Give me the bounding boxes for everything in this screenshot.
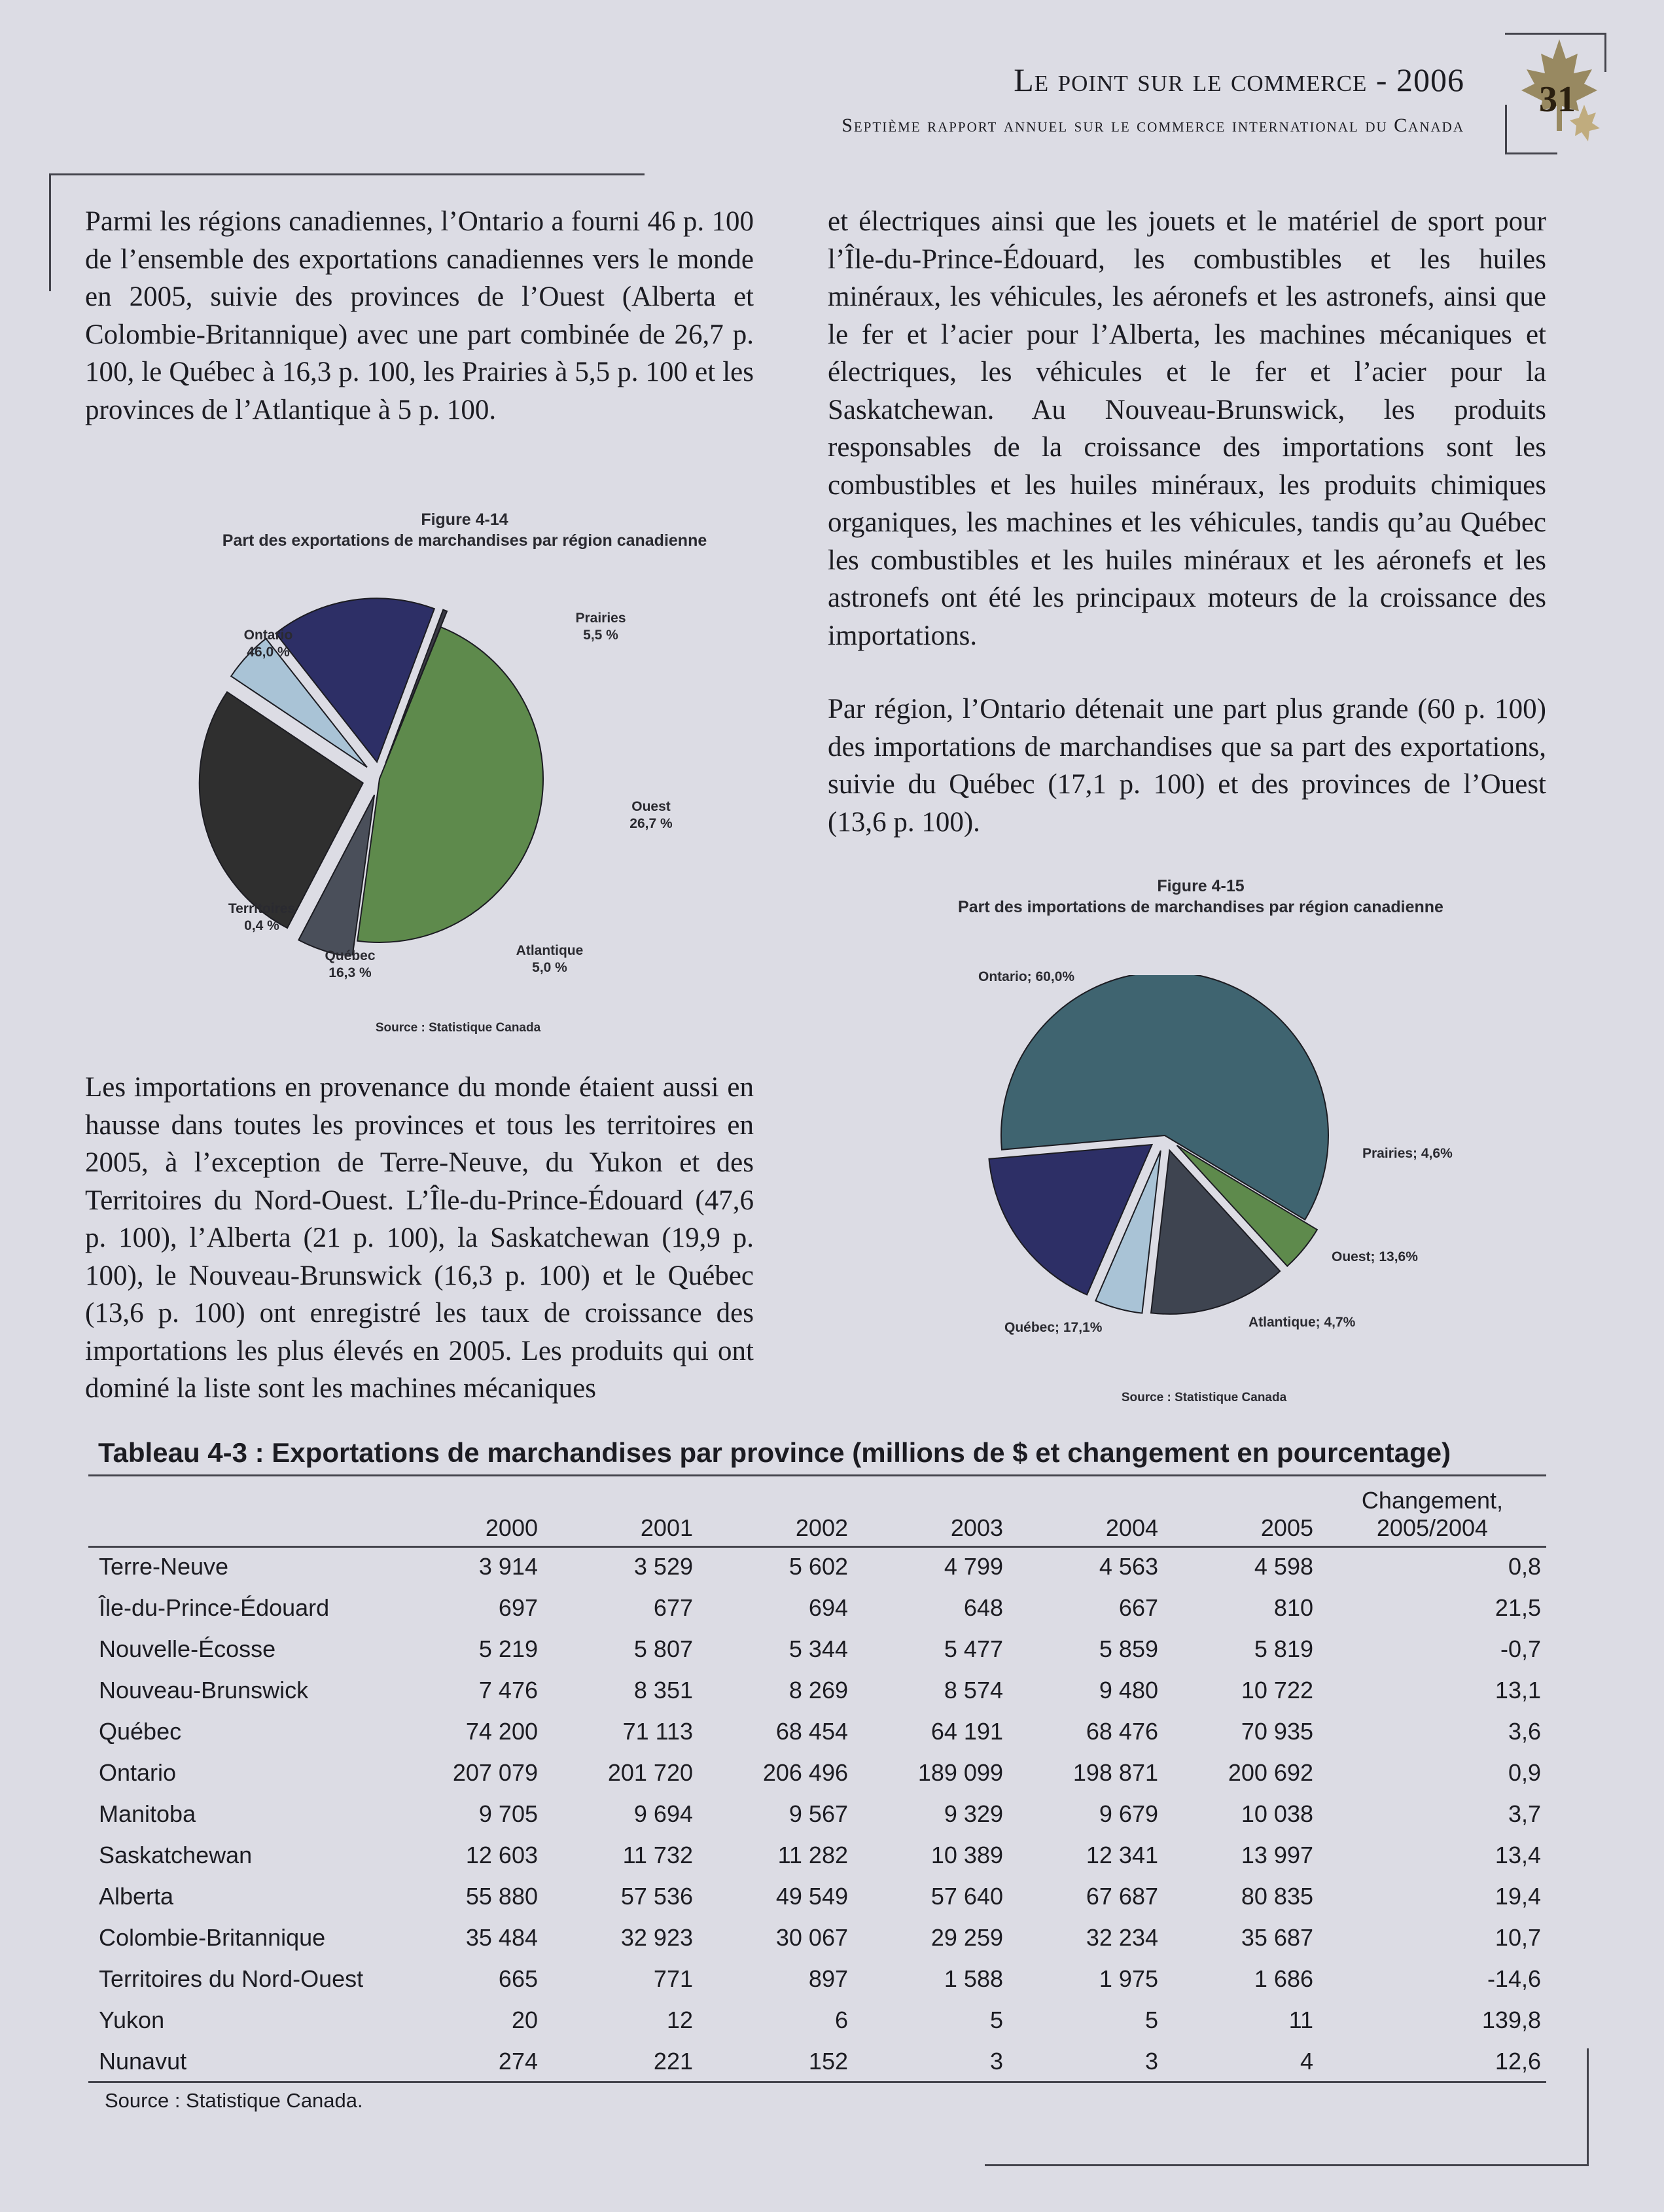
slice-name: Ontario	[243, 628, 293, 643]
table-row	[88, 1587, 1546, 1628]
value-cell: 10 389	[930, 1841, 1003, 1868]
value-cell: 10 038	[1241, 1800, 1313, 1827]
table-row	[88, 1876, 1546, 1917]
value-cell: 5 602	[788, 1552, 848, 1580]
value-cell: 67 687	[1086, 1882, 1158, 1910]
table-rule-bottom	[88, 2081, 1546, 2083]
table-row	[88, 1711, 1546, 1752]
value-cell: 1 588	[944, 1965, 1003, 1992]
value-cell: 32 923	[620, 1923, 693, 1951]
figure-4-14-caption	[183, 509, 746, 551]
slice-name: Ouest	[631, 799, 671, 814]
value-cell: 0,9	[1508, 1758, 1541, 1786]
value-cell: 55 880	[465, 1882, 538, 1910]
value-cell: 68 454	[775, 1717, 848, 1745]
value-cell: 29 259	[930, 1923, 1003, 1951]
value-cell: 207 079	[452, 1758, 538, 1786]
figure-label: Figure 4-15	[1157, 877, 1245, 895]
value-cell: 206 496	[762, 1758, 848, 1786]
value-cell: 6	[834, 2006, 848, 2033]
column-header-2003: 2003	[950, 1514, 1003, 1541]
value-cell: 20	[511, 2006, 538, 2033]
column-header-2000: 2000	[485, 1514, 538, 1541]
value-cell: 274	[498, 2047, 538, 2075]
slice-value: 5,0 %	[532, 960, 567, 975]
pie2-label-ontario: Ontario; 60,0%	[978, 969, 1075, 984]
value-cell: 13,1	[1495, 1676, 1541, 1704]
value-cell: 4 799	[944, 1552, 1003, 1580]
table-row	[88, 1834, 1546, 1876]
paragraph-import-products	[828, 203, 1546, 654]
pie1-label-territoires	[219, 901, 304, 935]
value-cell: 697	[498, 1594, 538, 1621]
pie1-label-ouest	[615, 798, 687, 832]
column-header-region	[88, 1480, 412, 1546]
figure-title: Part des importations de marchandises par région canadienne	[958, 898, 1443, 916]
value-cell: 11 732	[622, 1841, 693, 1868]
value-cell: 8 574	[944, 1676, 1003, 1704]
value-cell: 198 871	[1072, 1758, 1158, 1786]
value-cell: 9 567	[788, 1800, 848, 1827]
value-cell: 200 692	[1228, 1758, 1313, 1786]
table-row	[88, 1999, 1546, 2041]
value-cell: 648	[963, 1594, 1003, 1621]
value-cell: 4	[1300, 2047, 1313, 2075]
value-cell: 3	[1144, 2047, 1158, 2075]
table-row	[88, 2041, 1546, 2082]
province-name-cell: Colombie-Britannique	[99, 1923, 326, 1951]
value-cell: 677	[653, 1594, 693, 1621]
value-cell: 71 113	[622, 1717, 693, 1745]
value-cell: 1 686	[1254, 1965, 1313, 1992]
value-cell: 5 477	[944, 1635, 1003, 1662]
value-cell: 5 807	[633, 1635, 693, 1662]
slice-value: 46,0 %	[247, 645, 290, 660]
paragraph-text: Les importations en provenance du monde étaient aussi en hausse dans toutes les provinces et tous les territoires en 2005, à l’exception de Terre-Neuve, du Yukon et des Territoires du Nord-Ouest. L’Île-du-Prince-Édouard (47,6 p. 100), l’Alberta (21 p. 100), la Saskatchewan (19,9 p. 100), le Nouveau-Brunswick (16,3 p. 100) et le Québec (13,6 p. 100) ont enregistré les taux de croissance des importations les plus élevés en 2005. Les produits qui ont dominé la liste sont les machines mécaniques	[85, 1072, 754, 1404]
slice-name: Territoires	[228, 901, 296, 916]
province-name-cell: Nouveau-Brunswick	[99, 1676, 309, 1704]
value-cell: -14,6	[1487, 1965, 1541, 1992]
value-cell: 3	[989, 2047, 1003, 2075]
column-header-2005: 2005	[1260, 1514, 1313, 1541]
value-cell: 49 549	[775, 1882, 848, 1910]
figure-4-14-source: Source : Statistique Canada	[375, 1021, 541, 1035]
slice-name: Atlantique	[516, 943, 584, 958]
report-subtitle: Septième rapport annuel sur le commerce international du Canada	[841, 115, 1464, 136]
badge-rule-bottom	[1505, 152, 1557, 154]
table-row	[88, 1793, 1546, 1834]
value-cell: 201 720	[607, 1758, 693, 1786]
value-cell: 4 563	[1099, 1552, 1158, 1580]
value-cell: 694	[808, 1594, 848, 1621]
column-header-2001: 2001	[640, 1514, 693, 1541]
value-cell: 9 679	[1099, 1800, 1158, 1827]
value-cell: 9 705	[478, 1800, 538, 1827]
table-row	[88, 1752, 1546, 1793]
value-cell: 665	[498, 1965, 538, 1992]
value-cell: 139,8	[1481, 2006, 1541, 2033]
value-cell: 30 067	[775, 1923, 848, 1951]
value-cell: 3,7	[1508, 1800, 1541, 1827]
value-cell: 12,6	[1495, 2047, 1541, 2075]
table-row	[88, 1546, 1546, 1587]
pie-chart-imports	[982, 975, 1400, 1322]
value-cell: 8 269	[788, 1676, 848, 1704]
value-cell: 68 476	[1086, 1717, 1158, 1745]
province-name-cell: Terre-Neuve	[99, 1552, 229, 1580]
table-row	[88, 1958, 1546, 1999]
pie1-label-prairies	[561, 610, 640, 644]
column-header-2004: 2004	[1105, 1514, 1158, 1541]
figure-4-15-source: Source : Statistique Canada	[1121, 1391, 1287, 1404]
table-row	[88, 1669, 1546, 1711]
province-name-cell: Québec	[99, 1717, 182, 1745]
value-cell: 12	[666, 2006, 693, 2033]
paragraph-imports-by-region	[828, 690, 1546, 841]
value-cell: 13,4	[1495, 1841, 1541, 1868]
value-cell: 35 484	[465, 1923, 538, 1951]
province-name-cell: Yukon	[99, 2006, 165, 2033]
pie1-label-quebec	[314, 948, 386, 982]
value-cell: 80 835	[1241, 1882, 1313, 1910]
frame-rule-bottom	[985, 2164, 1589, 2166]
value-cell: 5 859	[1099, 1635, 1158, 1662]
value-cell: 9 694	[633, 1800, 693, 1827]
paragraph-text: Par région, l’Ontario détenait une part plus grande (60 p. 100) des importations de marchandises que sa part des exportations, suivie du Québec (17,1 p. 100) et des provinces de l’Ouest (13,6 p. 100).	[828, 694, 1546, 838]
value-cell: 21,5	[1495, 1594, 1541, 1621]
value-cell: 12 603	[465, 1841, 538, 1868]
table-row	[88, 1917, 1546, 1958]
slice-value: 5,5 %	[583, 628, 618, 643]
paragraph-imports-provinces	[85, 1069, 754, 1408]
province-name-cell: Territoires du Nord-Ouest	[99, 1965, 364, 1992]
pie2-label-ouest: Ouest; 13,6%	[1332, 1249, 1418, 1264]
table-source: Source : Statistique Canada.	[105, 2089, 363, 2112]
value-cell: 3,6	[1508, 1717, 1541, 1745]
slice-value: 26,7 %	[629, 816, 673, 831]
value-cell: 13 997	[1241, 1841, 1313, 1868]
province-name-cell: Alberta	[99, 1882, 174, 1910]
column-header-change: Changement, 2005/2004	[1361, 1487, 1504, 1541]
frame-rule-top	[49, 173, 645, 175]
value-cell: 0,8	[1508, 1552, 1541, 1580]
table-row	[88, 1628, 1546, 1669]
value-cell: 3 914	[478, 1552, 538, 1580]
value-cell: 5	[1144, 2006, 1158, 2033]
value-cell: 897	[808, 1965, 848, 1992]
table-rule-header	[88, 1546, 1546, 1548]
table-container	[88, 1480, 1546, 2082]
paragraph-exports-regions	[85, 203, 754, 429]
province-name-cell: Nouvelle-Écosse	[99, 1635, 276, 1662]
page-number: 31	[1539, 79, 1576, 120]
value-cell: 32 234	[1086, 1923, 1158, 1951]
value-cell: 12 341	[1086, 1841, 1158, 1868]
value-cell: 9 480	[1099, 1676, 1158, 1704]
slice-value: 0,4 %	[244, 918, 279, 933]
pie1-label-ontario	[232, 627, 304, 661]
pie2-label-quebec: Québec; 17,1%	[1004, 1320, 1103, 1335]
table-title: Tableau 4-3 : Exportations de marchandises par province (millions de $ et changement en pourcentage)	[98, 1437, 1451, 1468]
badge-rule-left	[1505, 105, 1507, 154]
value-cell: 57 536	[620, 1882, 693, 1910]
value-cell: 3 529	[633, 1552, 693, 1580]
paragraph-text: et électriques ainsi que les jouets et le matériel de sport pour l’Île-du-Prince-Édouard, les combustibles et les huiles minéraux, les véhicules, les aéronefs et les astronefs, ainsi que le fer et l’acier pour l’Alberta, les machines mécaniques et électriques, les véhicules et le fer et l’acier pour la Saskatchewan. Au Nouveau-Brunswick, les produits responsables de la croissance des importations sont les combustibles et les huiles minéraux, les produits chimiques organiques, les machines et les véhicules, tandis qu’au Québec les combustibles et les huiles minéraux et les aéronefs et les astronefs ont été les principaux moteurs de la croissance des importations.	[828, 206, 1546, 651]
figure-title: Part des exportations de marchandises par région canadienne	[222, 531, 707, 550]
value-cell: 5 344	[788, 1635, 848, 1662]
value-cell: -0,7	[1500, 1635, 1541, 1662]
report-title: Le point sur le commerce - 2006	[1014, 62, 1464, 98]
value-cell: 5	[989, 2006, 1003, 2033]
table-header-row	[88, 1480, 1546, 1546]
province-name-cell: Manitoba	[99, 1800, 196, 1827]
value-cell: 667	[1118, 1594, 1158, 1621]
value-cell: 5 819	[1254, 1635, 1313, 1662]
value-cell: 152	[808, 2047, 848, 2075]
frame-rule-right	[1587, 2048, 1589, 2166]
value-cell: 70 935	[1241, 1717, 1313, 1745]
value-cell: 189 099	[917, 1758, 1003, 1786]
value-cell: 10,7	[1495, 1923, 1541, 1951]
table-body	[88, 1546, 1546, 2082]
frame-rule-left	[49, 173, 51, 291]
slice-name: Québec	[325, 948, 376, 963]
value-cell: 57 640	[930, 1882, 1003, 1910]
value-cell: 4 598	[1254, 1552, 1313, 1580]
value-cell: 35 687	[1241, 1923, 1313, 1951]
figure-4-15-caption	[913, 876, 1489, 918]
value-cell: 74 200	[465, 1717, 538, 1745]
paragraph-text: Parmi les régions canadiennes, l’Ontario a fourni 46 p. 100 de l’ensemble des exportations canadiennes vers le monde en 2005, suivie des provinces de l’Ouest (Alberta et Colombie-Britannique) avec une part combinée de 26,7 p. 100, le Québec à 16,3 p. 100, les Prairies à 5,5 p. 100 et les provinces de l’Atlantique à 5 p. 100.	[85, 206, 754, 425]
pie-slices	[989, 975, 1328, 1314]
pie2-label-atlantique: Atlantique; 4,7%	[1248, 1315, 1356, 1330]
value-cell: 771	[653, 1965, 693, 1992]
province-name-cell: Ontario	[99, 1758, 177, 1786]
pie2-label-prairies: Prairies; 4,6%	[1362, 1146, 1453, 1161]
value-cell: 10 722	[1241, 1676, 1313, 1704]
slice-value: 16,3 %	[328, 965, 372, 980]
figure-label: Figure 4-14	[421, 510, 508, 529]
value-cell: 5 219	[478, 1635, 538, 1662]
province-name-cell: Nunavut	[99, 2047, 187, 2075]
running-header	[841, 60, 1464, 139]
slice-name: Prairies	[575, 611, 626, 626]
value-cell: 8 351	[633, 1676, 693, 1704]
value-cell: 7 476	[478, 1676, 538, 1704]
value-cell: 810	[1273, 1594, 1313, 1621]
value-cell: 1 975	[1099, 1965, 1158, 1992]
table-rule-top	[88, 1474, 1546, 1476]
value-cell: 221	[653, 2047, 693, 2075]
value-cell: 19,4	[1495, 1882, 1541, 1910]
column-header-2002: 2002	[795, 1514, 848, 1541]
value-cell: 9 329	[944, 1800, 1003, 1827]
value-cell: 11 282	[777, 1841, 848, 1868]
pie1-label-atlantique	[507, 942, 592, 976]
value-cell: 11	[1288, 2006, 1313, 2033]
province-name-cell: Saskatchewan	[99, 1841, 253, 1868]
exports-by-province-table	[88, 1480, 1546, 2082]
province-name-cell: Île-du-Prince-Édouard	[99, 1594, 330, 1621]
value-cell: 64 191	[930, 1717, 1003, 1745]
